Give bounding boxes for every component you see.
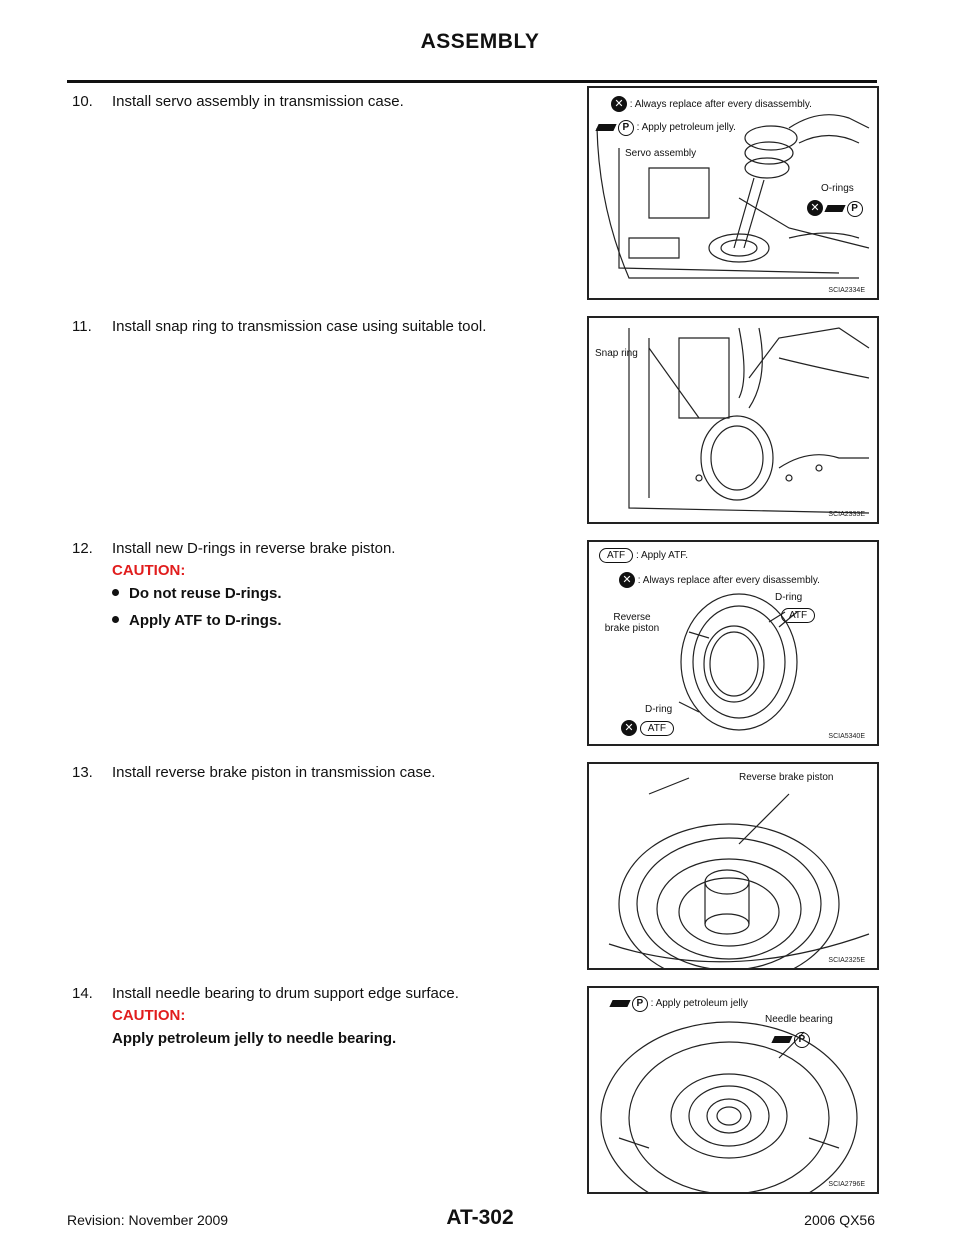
x-circle-icon: ✕ <box>621 720 637 736</box>
piston-illustration <box>589 764 877 968</box>
step-text: Install snap ring to transmission case using suitable tool. <box>112 318 487 335</box>
p-icon: P <box>618 120 634 136</box>
step-number: 11. <box>72 318 92 335</box>
petroleum-jelly-icon <box>824 205 845 212</box>
header-rule <box>67 80 877 83</box>
x-circle-icon: ✕ <box>807 200 823 216</box>
caution-text: Apply petroleum jelly to needle bearing. <box>112 1030 397 1047</box>
caution-bullet <box>112 612 282 629</box>
step-text: Install needle bearing to drum support edge surface. <box>112 985 459 1002</box>
step-number: 13. <box>72 764 93 781</box>
legend-jelly: : Apply petroleum jelly <box>650 998 748 1009</box>
needle-bearing-illustration <box>589 988 877 1192</box>
label-reverse-brake-piston: Reverse brake piston <box>604 612 660 634</box>
step-11 <box>72 318 486 335</box>
petroleum-jelly-icon <box>609 1000 630 1007</box>
caution-heading: CAUTION: <box>112 562 186 579</box>
petroleum-jelly-icon <box>595 124 616 131</box>
p-icon: P <box>847 201 863 217</box>
step-text: Install new D-rings in reverse brake piston. <box>112 540 396 557</box>
figure-reverse-brake-piston <box>587 762 879 970</box>
x-circle-icon: ✕ <box>611 96 627 112</box>
figure-snap-ring <box>587 316 879 524</box>
footer-page-number: AT-302 <box>446 1206 514 1229</box>
caution-heading: CAUTION: <box>112 1007 186 1024</box>
label-servo-assembly: Servo assembly <box>625 148 697 159</box>
atf-tag: ATF <box>599 548 633 563</box>
footer-revision: Revision: November 2009 <box>67 1212 229 1228</box>
caution-bullet-text: Do not reuse D-rings. <box>129 585 282 602</box>
page-title: ASSEMBLY <box>420 30 540 53</box>
step-number: 10. <box>72 93 93 110</box>
label-needle-bearing: Needle bearing <box>765 1014 833 1025</box>
p-icon: P <box>794 1032 810 1048</box>
step-number: 12. <box>72 540 93 557</box>
step-12 <box>72 540 395 557</box>
caution-bullet <box>112 585 282 602</box>
x-circle-icon: ✕ <box>619 572 635 588</box>
label-d-ring-bottom: D-ring <box>645 704 673 715</box>
step-text: Install reverse brake piston in transmission case. <box>112 764 436 781</box>
legend-replace: : Always replace after every disassembly. <box>637 575 820 586</box>
step-text: Install servo assembly in transmission case. <box>112 93 404 110</box>
legend-atf: : Apply ATF. <box>635 550 688 561</box>
figure-id: SCIA5340E <box>828 733 865 740</box>
legend-jelly: : Apply petroleum jelly. <box>636 122 736 133</box>
atf-tag: ATF <box>640 721 674 736</box>
caution-bullet-text: Apply ATF to D-rings. <box>129 612 282 629</box>
p-icon: P <box>632 996 648 1012</box>
label-o-rings: O-rings <box>821 183 854 194</box>
footer-model: 2006 QX56 <box>804 1212 875 1228</box>
label-reverse-brake-piston: Reverse brake piston <box>739 772 834 783</box>
figure-servo <box>587 86 879 300</box>
figure-d-rings <box>587 540 879 746</box>
step-14 <box>72 985 459 1002</box>
caution-12 <box>112 562 282 639</box>
bullet-icon <box>112 589 119 596</box>
step-number: 14. <box>72 985 93 1002</box>
caution-14 <box>112 1007 396 1047</box>
figure-id: SCIA2334E <box>828 287 865 294</box>
legend-replace: : Always replace after every disassembly. <box>629 99 812 110</box>
figure-id: SCIA2796E <box>828 1181 865 1188</box>
step-10 <box>72 93 404 110</box>
figure-needle-bearing <box>587 986 879 1194</box>
figure-id: SCIA2333E <box>828 511 865 518</box>
petroleum-jelly-icon <box>771 1036 792 1043</box>
figure-id: SCIA2325E <box>828 957 865 964</box>
label-d-ring-top: D-ring <box>775 592 803 603</box>
label-snap-ring: Snap ring <box>595 348 638 359</box>
step-13 <box>72 764 435 781</box>
atf-tag: ATF <box>781 608 815 623</box>
bullet-icon <box>112 616 119 623</box>
